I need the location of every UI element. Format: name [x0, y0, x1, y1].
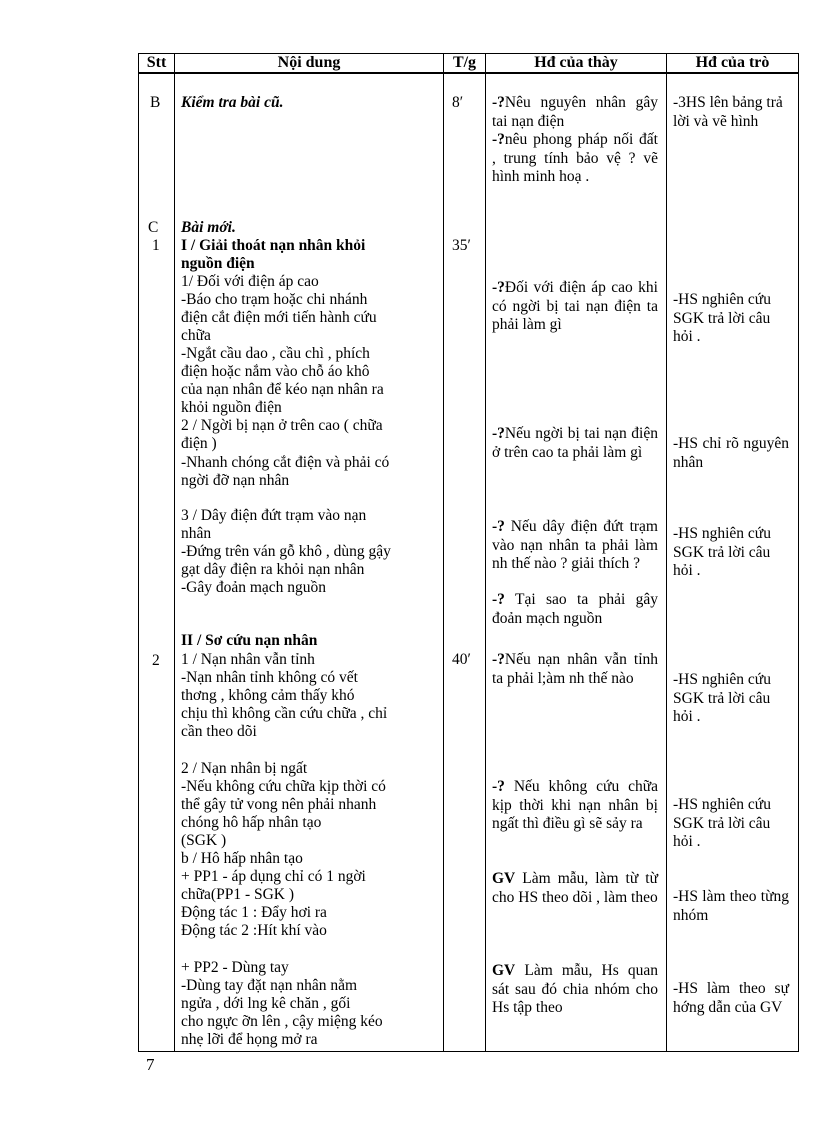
content-line: thơng , không cảm thấy khó	[181, 687, 355, 704]
content-line: -Báo cho trạm hoặc chi nhánh	[181, 291, 368, 308]
content-line: -Gây đoản mạch nguồn	[181, 579, 327, 596]
content-line: -Nhanh chóng cắt điện và phải có	[181, 454, 390, 471]
content-line: khỏi nguồn điện	[181, 399, 282, 416]
content-line: ngửa , dới lng kê chăn , gối	[181, 995, 351, 1012]
time-column	[444, 73, 486, 1052]
content-line: chữa	[181, 327, 211, 344]
content-line: -Dùng tay đặt nạn nhân nằm	[181, 977, 358, 994]
content-line: (SGK )	[181, 832, 227, 849]
content-line: 2 / Ngời bị nạn ở trên cao ( chữa	[181, 417, 383, 434]
teacher-demo: GV Làm mẫu, Hs quan sát sau đó chia nhóm cho Hs tập theo	[492, 962, 658, 1016]
content-line: -Ngắt cầu dao , cầu chì , phích	[181, 345, 370, 362]
content-line: b / Hô hấp nhân tạo	[181, 850, 303, 867]
student-activity: -HS làm theo từng nhóm	[673, 888, 789, 924]
content-line: cần theo dõi	[181, 723, 257, 740]
lesson-plan-sheet	[138, 53, 797, 1050]
section-1-title: I / Giải thoát nạn nhân khỏi	[181, 237, 366, 254]
content-line: chữa(PP1 - SGK )	[181, 886, 295, 903]
teacher-demo: GV Làm mẫu, làm từ từ cho HS theo dõi , làm theo	[492, 870, 658, 906]
student-activity: -HS làm theo sự hớng dẫn của GV	[673, 980, 789, 1016]
header-content: Nội dung	[175, 54, 444, 74]
student-activity: -3HS lên bảng trả lời và vẽ hình	[673, 94, 783, 130]
header-time: T/g	[444, 54, 486, 74]
teacher-question: -?nêu phong pháp nối đất , trung tính bảo vệ ? vẽ hình minh hoạ .	[492, 131, 658, 185]
teacher-question: -?Đối với điện áp cao khi có ngời bị tai nạn điện ta phải làm gì	[492, 279, 658, 333]
old-lesson-check: Kiểm tra bài cũ.	[181, 94, 284, 111]
content-line: Động tác 2 :Hít khí vào	[181, 922, 327, 939]
content-line: -Nếu không cứu chữa kịp thời có	[181, 778, 386, 795]
content-line: chóng hô hấp nhân tạo	[181, 814, 322, 831]
teacher-activity-column	[486, 73, 667, 1052]
time-value: 8′	[452, 94, 464, 111]
student-activity-column	[667, 73, 799, 1052]
content-line: 2 / Nạn nhân bị ngất	[181, 760, 308, 777]
content-line: của nạn nhân để kéo nạn nhân ra	[181, 381, 384, 398]
content-line: 1/ Đối với điện áp cao	[181, 273, 319, 290]
content-line: cho ngực ỡn lên , cậy miệng kéo	[181, 1013, 383, 1030]
time-value: 35′	[452, 237, 471, 254]
student-activity: -HS chỉ rõ nguyên nhân	[673, 435, 789, 471]
student-activity: -HS nghiên cứu SGK trả lời câu hỏi .	[673, 796, 771, 850]
content-column	[175, 73, 444, 1052]
teacher-question: -?Nếu nạn nhân vẫn tỉnh ta phải l;àm nh thế nào	[492, 651, 658, 687]
content-line: 1 / Nạn nhân vẫn tỉnh	[181, 651, 315, 668]
content-line: 3 / Dây điện đứt trạm vào nạn	[181, 507, 367, 524]
header-teacher-activity: Hđ của thày	[486, 54, 667, 74]
student-activity: -HS nghiên cứu SGK trả lời câu hỏi .	[673, 525, 771, 579]
page-number: 7	[146, 1055, 155, 1074]
stt-1: 1	[152, 237, 160, 254]
content-line: gạt dây điện ra khỏi nạn nhân	[181, 561, 365, 578]
time-value: 40′	[452, 651, 471, 668]
header-student-activity: Hđ của trò	[667, 54, 799, 74]
content-line: Động tác 1 : Đẩy hơi ra	[181, 904, 327, 921]
teacher-question: -? Nếu không cứu chữa kịp thời khi nạn nhân bị ngất thì điều gì sẽ sảy ra	[492, 778, 658, 832]
student-activity: -HS nghiên cứu SGK trả lời câu hỏi .	[673, 291, 771, 345]
content-line: thể gây tử vong nên phải nhanh	[181, 796, 377, 813]
content-line: + PP2 - Dùng tay	[181, 959, 289, 976]
content-line: ngời đỡ nạn nhân	[181, 472, 290, 489]
table-body-row	[139, 73, 799, 1052]
content-line: điện cắt điện mới tiến hành cứu	[181, 309, 377, 326]
teacher-question: -?Nêu nguyên nhân gây tai nạn điện	[492, 94, 658, 130]
stt-b: B	[150, 94, 161, 111]
content-line: + PP1 - áp dụng chỉ có 1 ngời	[181, 868, 366, 885]
stt-column	[139, 73, 175, 1052]
table-header-row	[139, 54, 799, 74]
header-stt: Stt	[139, 54, 175, 74]
teacher-question: -? Tại sao ta phải gây đoản mạch nguồn	[492, 591, 658, 627]
teacher-question: -?Nếu ngời bị tai nạn điện ở trên cao ta phải làm gì	[492, 425, 658, 461]
content-line: -Đứng trên ván gỗ khô , dùng gậy	[181, 543, 391, 560]
section-2-title: II / Sơ cứu nạn nhân	[181, 632, 318, 649]
content-line: -Nạn nhân tỉnh không có vết	[181, 669, 358, 686]
content-line: nhân	[181, 525, 212, 542]
lesson-plan-table	[138, 53, 799, 1052]
content-line: chịu thì không cần cứu chữa , chỉ	[181, 705, 388, 722]
stt-2: 2	[152, 652, 160, 669]
stt-c: C	[148, 219, 159, 236]
new-lesson-title: Bài mới.	[181, 219, 236, 236]
content-line: nhẹ lỡi để họng mở ra	[181, 1031, 318, 1048]
student-activity: -HS nghiên cứu SGK trả lời câu hỏi .	[673, 671, 771, 725]
content-line: điện hoặc nắm vào chỗ áo khô	[181, 363, 370, 380]
section-1-title-cont: nguồn điện	[181, 255, 255, 272]
content-line: điện )	[181, 435, 217, 452]
teacher-question: -? Nếu dây điện đứt trạm vào nạn nhân ta phải làm nh thế nào ? giải thích ?	[492, 518, 658, 572]
